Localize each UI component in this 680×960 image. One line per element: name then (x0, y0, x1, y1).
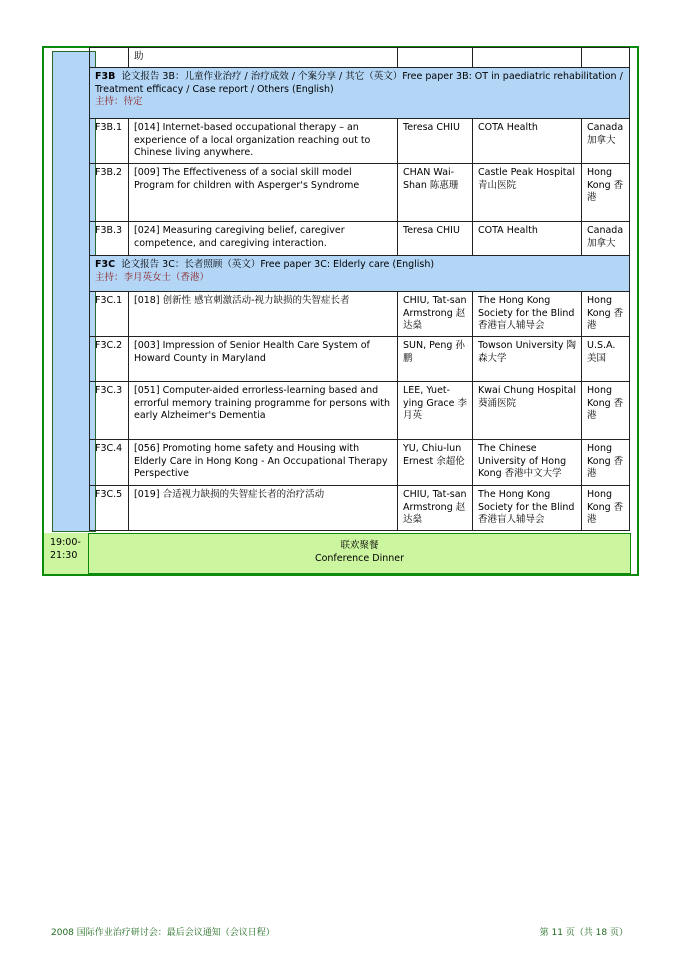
session-header-f3b (89, 67, 630, 119)
session-code: F3B (95, 71, 116, 82)
paper-country: Hong Kong 香港 (581, 163, 630, 222)
paper-organization: COTA Health (472, 221, 582, 256)
paper-code: F3B.2 (89, 163, 129, 222)
paper-code: F3B.1 (89, 118, 129, 164)
paper-title: [003] Impression of Senior Health Care System of Howard County in Maryland (128, 336, 398, 382)
paper-speaker: CHIU, Tat-san Armstrong 赵达燊 (397, 291, 473, 337)
paper-speaker: SUN, Peng 孙鹏 (397, 336, 473, 382)
dinner-event (88, 533, 631, 574)
footer-page-number: 第 11 页（共 18 页） (539, 928, 628, 938)
table-row-title-tail: 助 (128, 47, 398, 68)
table-row-empty (397, 47, 473, 68)
paper-country: Hong Kong 香港 (581, 291, 630, 337)
host-label: 主持： (95, 271, 124, 283)
session-code: F3C (95, 259, 116, 270)
session-host-line (95, 96, 624, 109)
schedule-table (42, 46, 639, 576)
paper-country: U.S.A. 美国 (581, 336, 630, 382)
paper-speaker: Teresa CHIU (397, 118, 473, 164)
paper-organization: Castle Peak Hospital 青山医院 (472, 163, 582, 222)
session-header-f3c (89, 255, 630, 292)
paper-title: [024] Measuring caregiving belief, caregiver competence, and caregiving interaction. (128, 221, 398, 256)
paper-speaker: LEE, Yuet-ying Grace 李月英 (397, 381, 473, 440)
session-host-line (95, 272, 624, 285)
paper-speaker: CHIU, Tat-san Armstrong 赵达燊 (397, 485, 473, 531)
paper-country: Canada 加拿大 (581, 118, 630, 164)
session-title: 论文报告 3B：儿童作业治疗 / 治疗成效 / 个案分享 / 其它（英文）Free paper 3B: OT in paediatric rehabilitation / Treatment efficacy / Case report / Others (English) (95, 71, 623, 95)
host-label: 主持： (95, 96, 124, 107)
table-row-empty-code (89, 47, 129, 68)
paper-code: F3C.5 (89, 485, 129, 531)
paper-code: F3C.1 (89, 291, 129, 337)
host-name: 待定 (123, 96, 143, 107)
paper-country: Canada 加拿大 (581, 221, 630, 256)
paper-code: F3B.3 (89, 221, 129, 256)
paper-speaker: CHAN Wai-Shan 陈惠珊 (397, 163, 473, 222)
paper-organization: The Hong Kong Society for the Blind 香港盲人辅导会 (472, 485, 582, 531)
paper-title: [014] Internet-based occupational therapy – an experience of a local organization reaching out to Chinese living anywhere. (128, 118, 398, 164)
paper-country: Hong Kong 香港 (581, 381, 630, 440)
dinner-title-en: Conference Dinner (314, 552, 405, 564)
paper-country: Hong Kong 香港 (581, 439, 630, 486)
paper-code: F3C.2 (89, 336, 129, 382)
paper-organization: The Chinese University of Hong Kong 香港中文大学 (472, 439, 582, 486)
paper-title: [019] 合适视力缺损的失智症长者的治疗活动 (128, 485, 398, 531)
footer-document-title: 2008 国际作业治疗研讨会：最后会议通知（会议日程） (51, 928, 275, 938)
paper-organization: COTA Health (472, 118, 582, 164)
paper-organization: Towson University 陶森大学 (472, 336, 582, 382)
paper-organization: Kwai Chung Hospital 葵涌医院 (472, 381, 582, 440)
paper-speaker: YU, Chiu-lun Ernest 余超伦 (397, 439, 473, 486)
table-row-empty (472, 47, 582, 68)
paper-title: [051] Computer-aided errorless-learning based and errorful memory training programme for persons with early Alzheimer's Dementia (128, 381, 398, 440)
paper-title: [056] Promoting home safety and Housing with Elderly Care in Hong Kong - An Occupational Therapy Perspective (128, 439, 398, 486)
dinner-time: 19:00-21:30 (44, 533, 89, 574)
host-name: 李月英女士（香港） (123, 271, 210, 283)
dinner-title-cn: 联欢聚餐 (340, 540, 379, 551)
session-header-title (95, 259, 624, 272)
paper-speaker: Teresa CHIU (397, 221, 473, 256)
paper-country: Hong Kong 香港 (581, 485, 630, 531)
session-header-title (95, 71, 624, 96)
paper-title: [009] The Effectiveness of a social skill model Program for children with Asperger's Syndrome (128, 163, 398, 222)
paper-title: [018] 创新性 感官刺激活动-视力缺损的失智症长者 (128, 291, 398, 337)
paper-organization: The Hong Kong Society for the Blind 香港盲人辅导会 (472, 291, 582, 337)
table-row-empty (581, 47, 630, 68)
paper-code: F3C.3 (89, 381, 129, 440)
paper-code: F3C.4 (89, 439, 129, 486)
session-title: 论文报告 3C：长者照顾（英文）Free paper 3C: Elderly care (English) (121, 259, 435, 270)
schedule-table-inner (44, 48, 637, 574)
